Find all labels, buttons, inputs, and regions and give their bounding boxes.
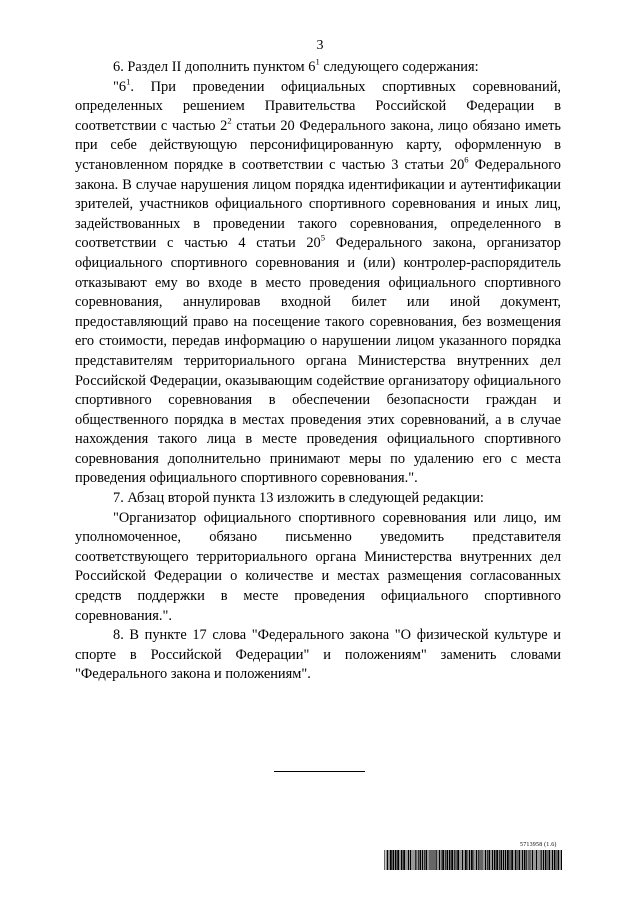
paragraph-item-6: 6. Раздел II дополнить пунктом $6^1$ следующего содержания:	[113, 56, 479, 75]
paragraph-quote-13: "Организатор официального спортивного соревнования или лицо, им уполномоченное, обязано письменно уведомить представителя соответствующего территориального органа Министерства внутренних дел Российской Федерации о количестве и местах размещения согласованных средств поддержки в месте проведения официального спортивного соревнования.".	[75, 509, 561, 624]
end-separator-line	[274, 771, 365, 772]
barcode-icon	[384, 850, 562, 870]
document-code: 5713958 (1.6)	[520, 842, 557, 848]
paragraph-item-7: 7. Абзац второй пункта 13 изложить в следующей редакции:	[113, 490, 484, 507]
paragraph-item-8: 8. В пункте 17 слова "Федерального закона "О физической культуре и спорте в Российской Федерации" и положениям" заменить словами "Федерального закона и положениям".	[75, 627, 561, 683]
paragraph-quote-6-1: "$6^1$. При проведении официальных спортивных соревнований, определенных решением Правительства Российской Федерации в соответствии с частью $2^2$ статьи 20 Федерального закона, лицо обязано иметь при себе действующую персонифицированную карту, оформленную в установленном порядке в соответствии с частью 3 статьи $20^6$ Федерального закона. В случае нарушения лицом порядка идентификации и аутентификации зрителей, участников официального спортивного соревнования и иных лиц, задействованных в проведении такого соревнования, определенного в соответствии с частью 4 статьи $20^5$ Федерального закона, организатор официального спортивного соревнования и (или) контролер-распорядитель отказывают ему во входе в место проведения официального спортивного соревнования, аннулировав входной билет или иной документ, предоставляющий право на посещение такого соревнования, без возмещения его стоимости, передав информацию о нарушении лицом указанного порядка представителям территориального органа Министерства внутренних дел Российской Федерации, оказывающим содействие организатору официального спортивного соревнования в обеспечении безопасности граждан и общественного порядка в местах проведения этих соревнований, а в случае нахождения такого лица в месте проведения официального спортивного соревнования дополнительно принимают меры по удалению его с места проведения официального спортивного соревнования.".	[75, 76, 561, 487]
page-number: 3	[316, 38, 324, 53]
document-body	[75, 58, 561, 685]
